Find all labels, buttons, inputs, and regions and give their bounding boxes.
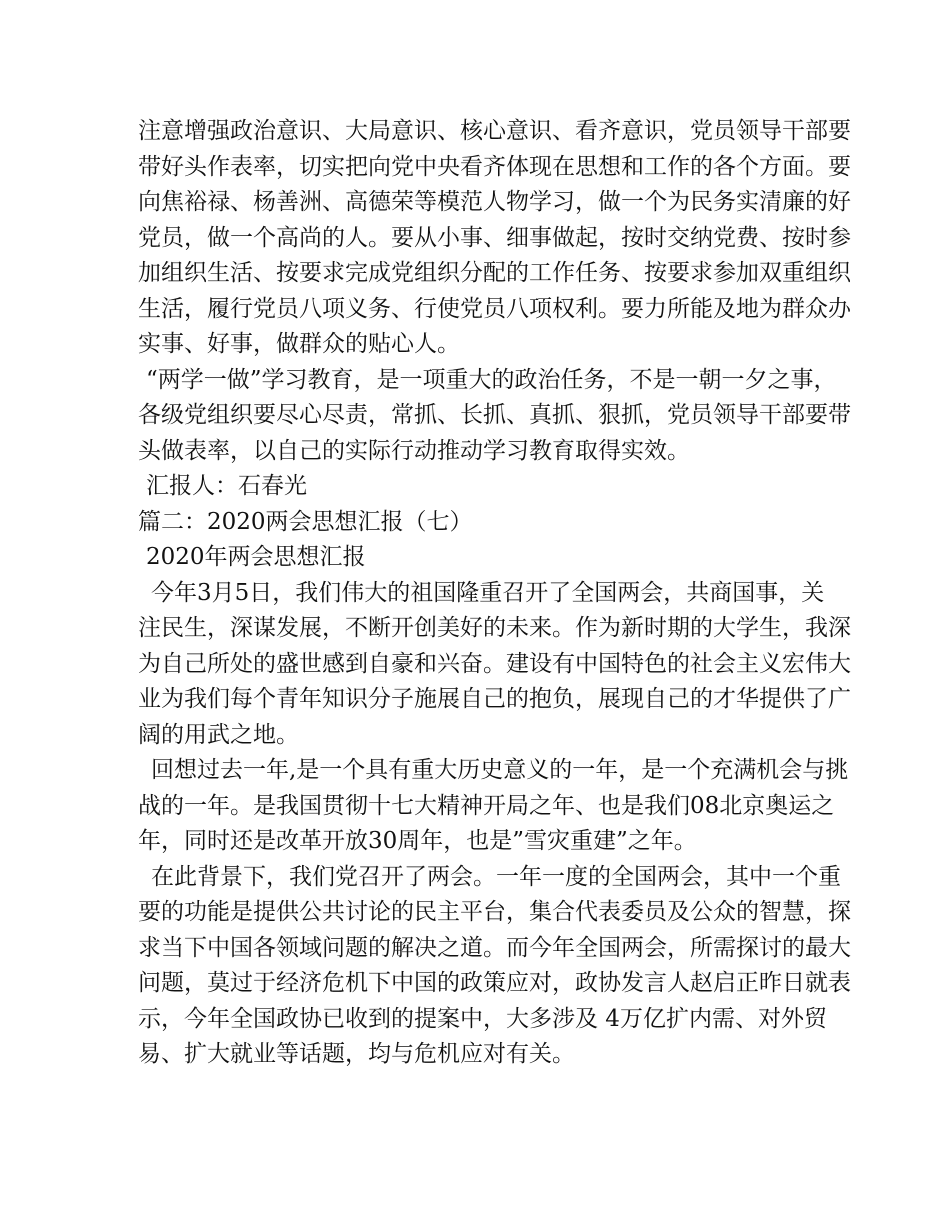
text-line: 在此背景下，我们党召开了两会。一年一度的全国两会，其中一个重 [151,863,841,890]
text-line: 为自己所处的盛世感到自豪和兴奋。建设有中国特色的社会主义宏伟大 [138,650,851,677]
reporter-line: 汇报人：石春光 [146,473,307,499]
text-line: 业为我们每个青年知识分子施展自己的抱负，展现自己的才华提供了广 [138,686,851,712]
text-line: 注意增强政治意识、大局意识、核心意识、看齐意识，党员领导干部要 [138,118,851,144]
text-line: 加组织生活、按要求完成党组织分配的工作任务、按要求参加双重组织 [138,260,851,286]
text-line: 回想过去一年,是一个具有重大历史意义的一年，是一个充满机会与挑 [151,757,849,783]
text-line: 实事、好事，做群众的贴心人。 [138,331,460,357]
text-line: 阔的用武之地。 [138,721,299,748]
document-body [138,114,851,1073]
text-line: 向焦裕禄、杨善洲、高德荣等模范人物学习，做一个为民务实清廉的好 [138,189,851,215]
text-line: 易、扩大就业等话题，均与危机应对有关。 [138,1041,575,1067]
text-line: 要的功能是提供公共讨论的民主平台，集合代表委员及公众的智慧，探 [138,899,851,925]
text-line: 战的一年。是我国贯彻十七大精神开局之年、也是我们08北京奥运之 [138,792,835,819]
section-title: 篇二：2020两会思想汇报（七） [138,508,473,535]
text-line: 生活，履行党员八项义务、行使党员八项权利。要力所能及地为群众办 [138,295,851,322]
text-line: 各级党组织要尽心尽责，常抓、长抓、真抓、狠抓，党员领导干部要带 [138,402,851,428]
text-line: 问题，莫过于经济危机下中国的政策应对，政协发言人赵启正昨日就表 [138,970,851,996]
text-line: 年，同时还是改革开放30周年，也是”雪灾重建”之年。 [138,828,697,854]
text-line: 今年3月5日，我们伟大的祖国隆重召开了全国两会，共商国事，关 [151,579,825,606]
text-line: 头做表率，以自己的实际行动推动学习教育取得实效。 [138,437,690,464]
text-line: 党员，做一个高尚的人。要从小事、细事做起，按时交纳党费、按时参 [138,224,851,251]
article-title: 2020年两会思想汇报 [146,544,366,570]
text-line: 示，今年全国政协已收到的提案中，大多涉及 4万亿扩内需、对外贸 [138,1005,827,1032]
text-line: 注民生，深谋发展，不断开创美好的未来。作为新时期的大学生，我深 [138,615,851,641]
text-line: “两学一做”学习教育，是一项重大的政治任务，不是一朝一夕之事， [146,366,837,393]
text-line: 带好头作表率，切实把向党中央看齐体现在思想和工作的各个方面。要 [138,153,851,180]
text-line: 求当下中国各领域问题的解决之道。而今年全国两会，所需探讨的最大 [138,934,851,961]
